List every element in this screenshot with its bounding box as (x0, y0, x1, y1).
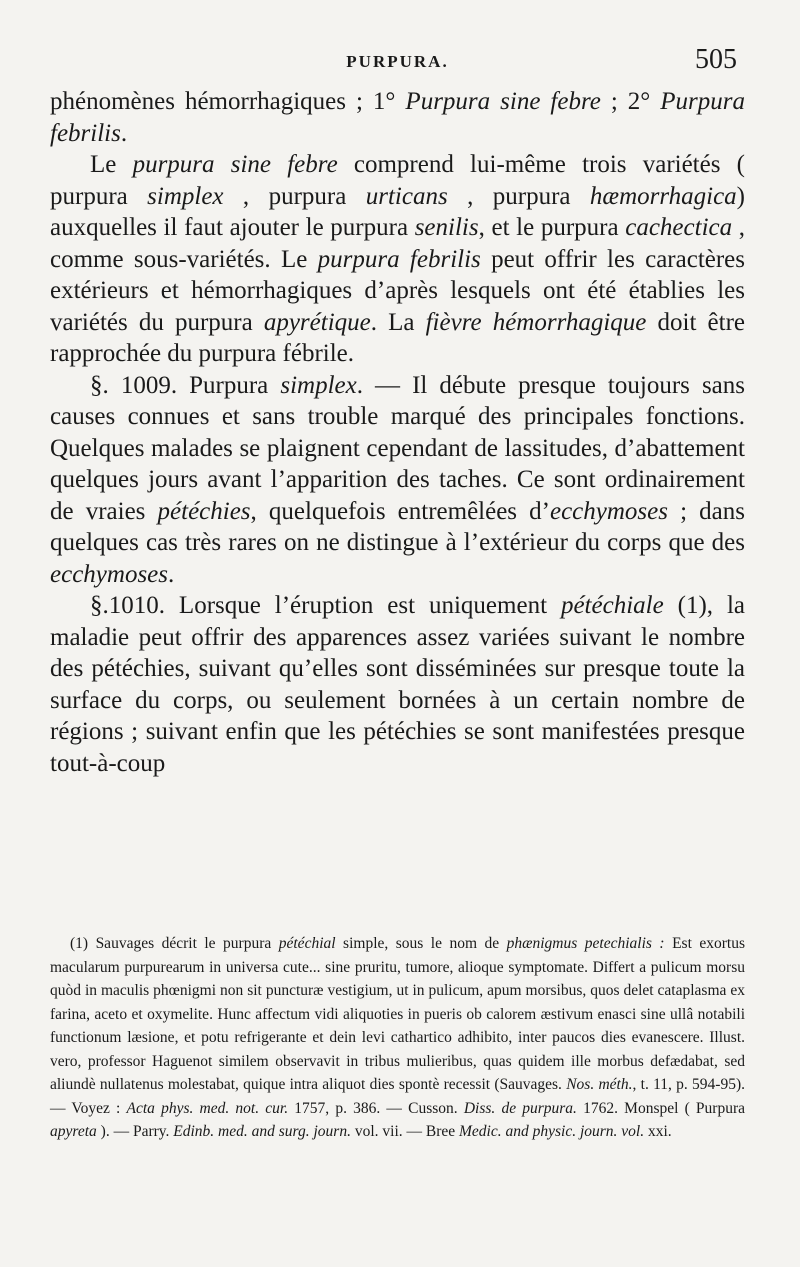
italic-run: senilis (414, 214, 479, 241)
text-run: , purpura (447, 182, 590, 210)
italic-run: pétéchies (157, 497, 251, 525)
text-run: §.1010. Lorsque l’éruption est uniquement (90, 592, 561, 619)
text-run: , comme sous-variétés. Le (50, 214, 745, 273)
italic-run: Acta phys. med. not. cur. (126, 1099, 289, 1117)
italic-run: cachectica (625, 214, 733, 241)
text-run: doit être rapprochée du purpura fébrile. (50, 308, 745, 367)
footnote-1 (50, 932, 745, 1144)
paragraph-1 (50, 86, 745, 149)
text-run: ) auxquelles il faut ajouter le purpura (50, 182, 745, 241)
text-run: phénomènes hémorrhagiques ; 1° (50, 88, 406, 115)
text-run: . (120, 119, 128, 147)
italic-run: purpura febrilis (317, 245, 481, 273)
main-text (50, 86, 745, 779)
italic-run: phænigmus petechialis : (506, 935, 665, 952)
text-run: , et le purpura (478, 214, 626, 241)
text-run: vol. vii. — Bree (350, 1123, 460, 1140)
text-run: ; 2° (600, 88, 661, 115)
text-run: simple, sous le nom de (335, 935, 507, 952)
italic-run: apyreta (50, 1123, 97, 1140)
paragraph-1010 (50, 590, 745, 779)
text-run: . La (370, 308, 426, 336)
italic-run: fièvre hémorrhagique (425, 308, 647, 336)
text-run: ). — Parry. (96, 1123, 174, 1140)
text-run: , t. 11, p. 594-95). — Voyez : (50, 1076, 746, 1117)
text-run: (1), la maladie peut offrir des apparences assez variées suivant le nombre des pétéchies, suivant qu’elles sont disséminées sur presque toute la surface du corps, ou seulement bornées à un certain nombre de régions ; suivant enfin que les pétéchies se sont manifestées presque tout-à-coup (50, 592, 745, 777)
italic-run: Nos. méth. (566, 1076, 633, 1093)
text-run: comprend lui-même trois variétés ( purpura (50, 151, 745, 210)
italic-run: simplex (280, 371, 357, 399)
italic-run: ecchymoses (50, 560, 168, 588)
page-header (50, 44, 745, 84)
italic-run: Purpura febrilis (50, 88, 745, 147)
italic-run: ecchymoses (549, 497, 668, 525)
italic-run: purpura sine febre (132, 151, 338, 178)
text-run: . (168, 560, 175, 588)
italic-run: Diss. de purpura. (463, 1099, 577, 1117)
italic-run: apyrétique (263, 308, 371, 336)
text-run: xxi. (644, 1123, 672, 1140)
text-run: ; dans quelques cas très rares on ne distingue à l’extérieur du corps que des (50, 497, 745, 556)
text-run: , quelquefois entremêlées d’ (250, 497, 550, 525)
italic-run: simplex (147, 182, 224, 210)
italic-run: pétéchiale (560, 592, 664, 619)
italic-run: Purpura sine febre (405, 88, 601, 115)
text-run: Est exortus macularum purpurearum in universa cute... sine pruritu, tumore, alioque symptomate. Differt a pulicum morsu quòd in maculis phœnigmi non sit puncturæ vestigium, ut in pulicum, apum morsibus, quos delet cataplasma ex farina, aceto et oxymelite. Hunc affectum vidi aliquoties in pueris ob calorem æstivum enasci sine ullâ notabili functionum læsione, et potu refrigerante et dein levi cathartico adhibito, inter paucos dies evanescere. Illust. vero, professor Haguenot similem observavit in tribus mulieribus, quas quidem ille morbus defædabat, sed aliundè nullatenus molestabat, quique intra aliquot dies spontè recessit (Sauvages. (50, 935, 745, 1093)
text-run: 1757, p. 386. — Cusson. (288, 1099, 464, 1117)
text-run: §. 1009. Purpura (90, 371, 281, 399)
text-run: (1) Sauvages décrit le purpura (70, 935, 279, 952)
text-run: , purpura (223, 182, 366, 210)
italic-run: hæmorrhagica (589, 182, 737, 210)
italic-run: pétéchial (278, 935, 336, 952)
page-number: 505 (695, 44, 737, 75)
footnote (50, 932, 745, 1144)
running-head: PURPURA. (346, 52, 449, 71)
text-run: 1762. Monspel ( Purpura (576, 1099, 745, 1117)
text-run: peut offrir les caractères extérieurs et hémorrhagiques d’après lesquels ont été établies les variétés du purpura (50, 245, 746, 336)
paragraph-1009 (50, 370, 745, 591)
italic-run: urticans (365, 182, 448, 210)
italic-run: Medic. and physic. journ. vol. (459, 1123, 645, 1140)
text-run: . — Il débute presque toujours sans causes connues et sans trouble marqué des principales fonctions. Quelques malades se plaignent cependant de lassitudes, d’abattement quelques jours avant l’apparition des taches. Ce sont ordinairement de vraies (50, 371, 745, 525)
paragraph-2 (50, 149, 745, 370)
text-run: Le (90, 151, 133, 178)
italic-run: Edinb. med. and surg. journ. (173, 1123, 351, 1140)
